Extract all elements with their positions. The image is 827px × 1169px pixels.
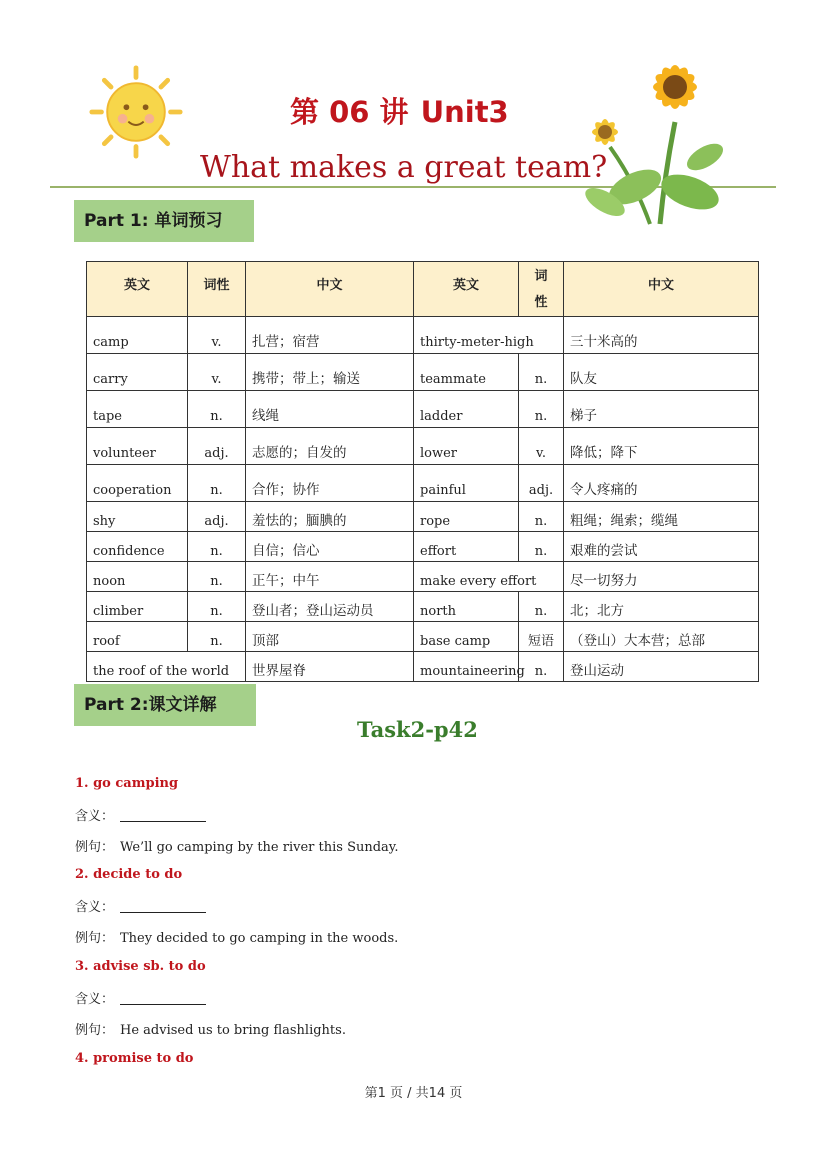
word-chinese: 世界屋脊 (246, 652, 414, 682)
col-header-pos-2 (519, 262, 564, 317)
example-line (75, 1019, 346, 1038)
word-chinese: 正午；中午 (246, 562, 414, 592)
sunflower-icon (565, 52, 740, 227)
word-chinese: 令人疼痛的 (564, 465, 759, 502)
word-chinese: 登山者；登山运动员 (246, 592, 414, 622)
word-english: teammate (414, 354, 519, 391)
word-chinese: 志愿的；自发的 (246, 428, 414, 465)
word-english: ladder (414, 391, 519, 428)
meaning-line (75, 805, 206, 824)
page-title (290, 90, 509, 131)
phrase-title: 4. promise to do (75, 1051, 194, 1066)
phrase-title: 2. decide to do (75, 867, 183, 882)
table-row (87, 354, 759, 391)
word-pos: n. (188, 622, 246, 652)
title-unit: Unit3 (420, 95, 509, 129)
part1-header: Part 1: 单词预习 (74, 200, 254, 242)
word-chinese: 三十米高的 (564, 317, 759, 354)
col-header-chinese: 中文 (246, 262, 414, 317)
word-chinese: 登山运动 (564, 652, 759, 682)
example-sentence: They decided to go camping in the woods. (120, 931, 399, 946)
word-english: cooperation (87, 465, 188, 502)
word-pos: n. (519, 502, 564, 532)
word-english: painful (414, 465, 519, 502)
word-chinese: 扎营；宿营 (246, 317, 414, 354)
word-pos: v. (188, 317, 246, 354)
word-pos: n. (188, 391, 246, 428)
meaning-line (75, 896, 206, 915)
word-pos: 短语 (519, 622, 564, 652)
word-pos: n. (188, 592, 246, 622)
word-pos: n. (519, 391, 564, 428)
vocabulary-table (86, 261, 759, 682)
col-header-pos: 词性 (188, 262, 246, 317)
word-chinese: 粗绳；绳索；缆绳 (564, 502, 759, 532)
word-pos: n. (188, 532, 246, 562)
example-sentence: We’ll go camping by the river this Sunday. (120, 840, 399, 855)
example-label: 例句： (75, 1023, 115, 1038)
word-chinese: 降低；降下 (564, 428, 759, 465)
phrase-title: 1. go camping (75, 776, 179, 791)
word-english: volunteer (87, 428, 188, 465)
example-line (75, 836, 399, 855)
part2-header: Part 2:课文详解 (74, 684, 256, 726)
table-row (87, 532, 759, 562)
table-row (87, 562, 759, 592)
meaning-blank[interactable] (120, 808, 206, 822)
col-header-english: 英文 (87, 262, 188, 317)
task-title: Task2-p42 (357, 717, 478, 742)
meaning-label: 含义： (75, 809, 115, 824)
title-prefix: 第 06 讲 (290, 95, 409, 129)
word-chinese: 合作；协作 (246, 465, 414, 502)
word-english: thirty-meter-high (414, 317, 564, 354)
phrase-title: 3. advise sb. to do (75, 959, 206, 974)
word-pos: adj. (519, 465, 564, 502)
table-row (87, 622, 759, 652)
meaning-blank[interactable] (120, 991, 206, 1005)
table-row (87, 317, 759, 354)
word-english: the roof of the world (87, 652, 246, 682)
word-chinese: 自信；信心 (246, 532, 414, 562)
word-chinese: （登山）大本营；总部 (564, 622, 759, 652)
meaning-blank[interactable] (120, 899, 206, 913)
word-pos: n. (519, 532, 564, 562)
word-english: mountaineering (414, 652, 519, 682)
word-chinese: 队友 (564, 354, 759, 391)
word-pos: n. (519, 592, 564, 622)
meaning-line (75, 988, 206, 1007)
word-english: lower (414, 428, 519, 465)
word-english: make every effort (414, 562, 564, 592)
page-subtitle: What makes a great team? (200, 150, 608, 185)
page-footer: 第1 页 / 共14 页 (364, 1086, 463, 1101)
pos-header-part1: 词 (534, 269, 548, 284)
word-chinese: 羞怯的；腼腆的 (246, 502, 414, 532)
word-chinese: 北；北方 (564, 592, 759, 622)
word-english: north (414, 592, 519, 622)
table-row (87, 592, 759, 622)
table-row (87, 502, 759, 532)
word-chinese: 尽一切努力 (564, 562, 759, 592)
word-pos: adj. (188, 428, 246, 465)
word-pos: n. (188, 465, 246, 502)
word-pos: n. (519, 652, 564, 682)
word-pos: n. (519, 354, 564, 391)
table-header-row (87, 262, 759, 317)
example-sentence: He advised us to bring flashlights. (120, 1023, 346, 1038)
word-pos: adj. (188, 502, 246, 532)
word-english: shy (87, 502, 188, 532)
meaning-label: 含义： (75, 992, 115, 1007)
table-row (87, 652, 759, 682)
example-line (75, 927, 398, 946)
table-row (87, 465, 759, 502)
word-english: climber (87, 592, 188, 622)
word-english: noon (87, 562, 188, 592)
word-pos: v. (519, 428, 564, 465)
word-english: camp (87, 317, 188, 354)
word-english: rope (414, 502, 519, 532)
word-chinese: 梯子 (564, 391, 759, 428)
sun-icon (88, 64, 184, 160)
example-label: 例句： (75, 931, 115, 946)
table-row (87, 428, 759, 465)
pos-header-part2: 性 (534, 295, 548, 310)
word-chinese: 艰难的尝试 (564, 532, 759, 562)
word-english: tape (87, 391, 188, 428)
col-header-english-2: 英文 (414, 262, 519, 317)
col-header-chinese-2: 中文 (564, 262, 759, 317)
word-pos: n. (188, 562, 246, 592)
word-english: roof (87, 622, 188, 652)
example-label: 例句： (75, 840, 115, 855)
word-english: effort (414, 532, 519, 562)
word-english: confidence (87, 532, 188, 562)
table-row (87, 391, 759, 428)
meaning-label: 含义： (75, 900, 115, 915)
word-chinese: 携带；带上；输送 (246, 354, 414, 391)
word-chinese: 顶部 (246, 622, 414, 652)
word-english: carry (87, 354, 188, 391)
word-english: base camp (414, 622, 519, 652)
word-chinese: 线绳 (246, 391, 414, 428)
word-pos: v. (188, 354, 246, 391)
